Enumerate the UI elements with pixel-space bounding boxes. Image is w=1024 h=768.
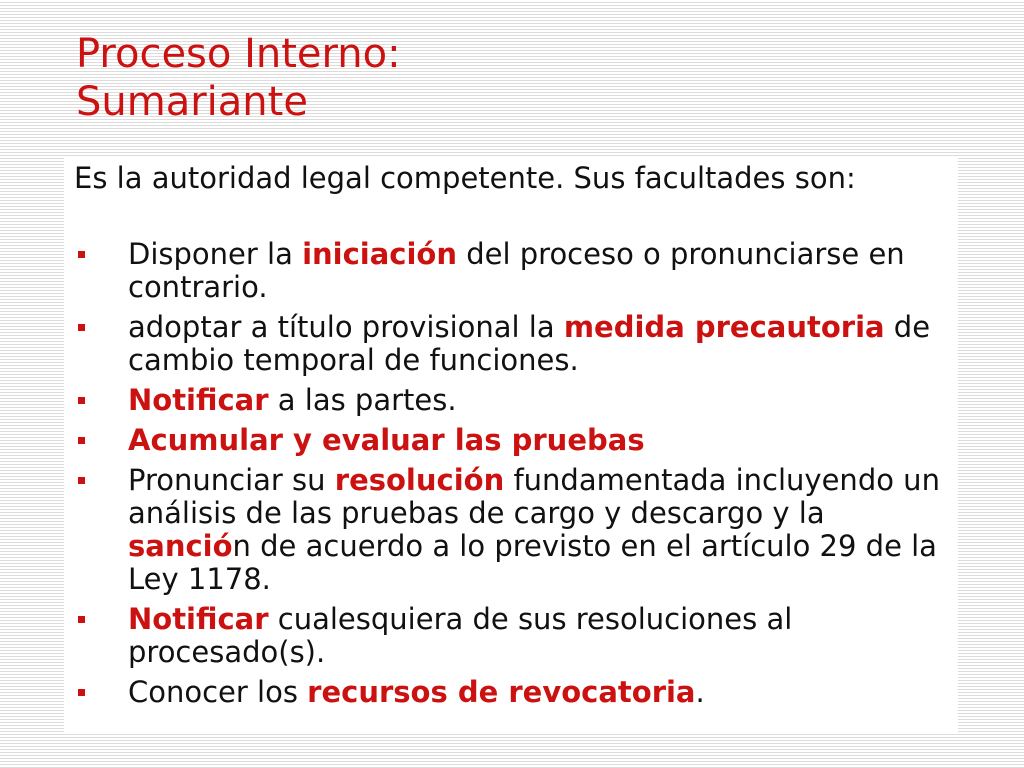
- bullet-highlight: sanció: [128, 529, 233, 563]
- square-bullet-icon: [78, 616, 85, 623]
- bullet-text: Pronunciar su: [128, 463, 335, 497]
- square-bullet-icon: [78, 689, 85, 696]
- bullet-text: a las partes.: [268, 383, 457, 417]
- intro-text: Es la autoridad legal competente. Sus facultades son:: [74, 161, 856, 195]
- bullet-text: n de acuerdo a lo previsto en el artículo 29 de la Ley 1178.: [128, 529, 937, 596]
- bullet-text: cualesquiera de sus resoluciones al procesado(s).: [128, 602, 793, 669]
- bullet-text: del proceso o pronunciarse en contrario.: [128, 237, 905, 304]
- slide-title-line-1: Proceso Interno:: [76, 31, 401, 77]
- bullet-text: fundamentada incluyendo un análisis de las pruebas de cargo y descargo y la: [128, 463, 940, 530]
- slide-title: [76, 30, 401, 126]
- bullet-text: Conocer los: [128, 675, 308, 709]
- square-bullet-icon: [78, 324, 85, 331]
- square-bullet-icon: [78, 477, 85, 484]
- bullet-highlight: recursos de revocatoria: [307, 675, 696, 709]
- bullet-highlight: medida precautoria: [563, 310, 885, 344]
- square-bullet-icon: [78, 397, 85, 404]
- bullet-text: adoptar a título provisional la: [128, 310, 564, 344]
- bullet-text: de cambio temporal de funciones.: [128, 310, 931, 377]
- content-box: [64, 156, 958, 732]
- bullet-highlight: iniciación: [302, 237, 457, 271]
- slide-title-line-2: Sumariante: [76, 79, 308, 125]
- square-bullet-icon: [78, 251, 85, 258]
- bullet-text: .: [695, 675, 705, 709]
- bullet-highlight: resolución: [334, 463, 505, 497]
- bullet-highlight: Acumular y evaluar las pruebas: [128, 423, 645, 457]
- bullet-list: [64, 238, 954, 716]
- bullet-item-4: [64, 424, 954, 457]
- bullet-item-2: [64, 311, 954, 377]
- bullet-highlight: Notificar: [128, 383, 269, 417]
- bullet-item-6: [64, 603, 954, 669]
- bullet-item-7: [64, 676, 954, 709]
- bullet-text: Disponer la: [128, 237, 303, 271]
- bullet-item-3: [64, 384, 954, 417]
- square-bullet-icon: [78, 437, 85, 444]
- bullet-highlight: Notificar: [128, 602, 269, 636]
- bullet-item-1: [64, 238, 954, 304]
- bullet-item-5: [64, 464, 954, 596]
